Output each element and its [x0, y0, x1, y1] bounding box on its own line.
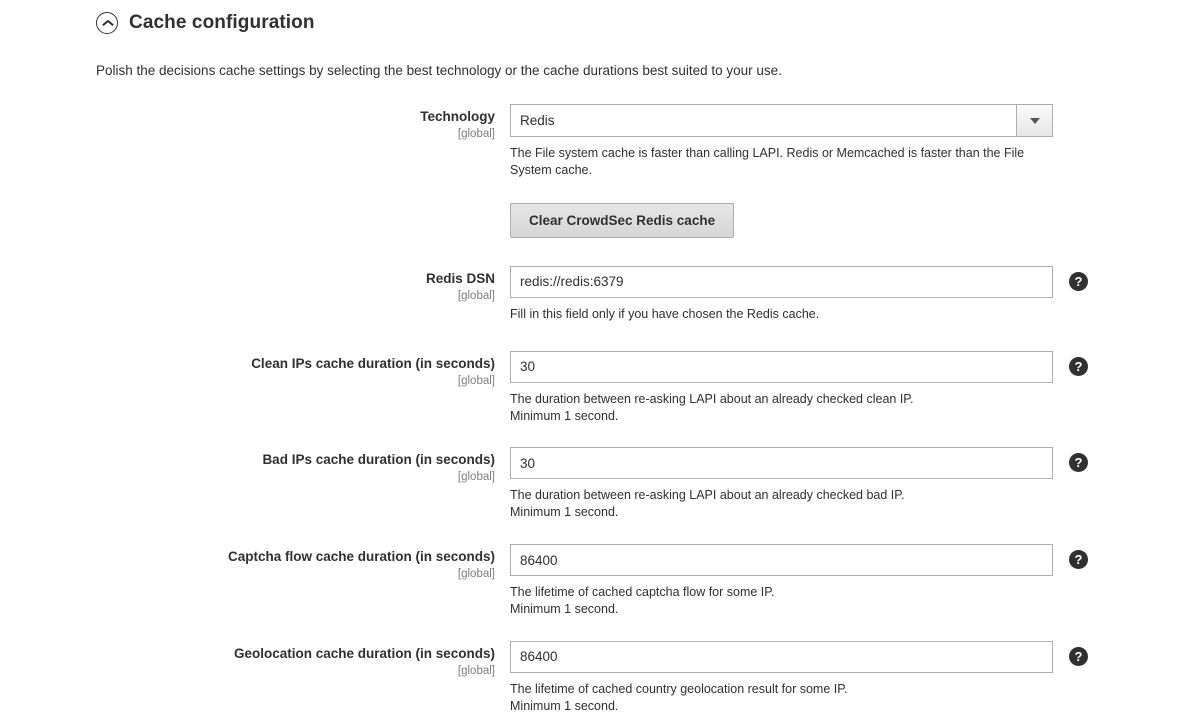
field-row-redis-dsn	[0, 266, 1200, 323]
field-label-clean-ips-cache-duration	[0, 351, 510, 387]
field-control-captcha-flow-cache-duration	[510, 544, 1200, 618]
geolocation-cache-duration-input[interactable]	[510, 641, 1053, 673]
field-row-captcha-flow-cache-duration	[0, 544, 1200, 618]
field-control-bad-ips-cache-duration	[510, 447, 1200, 521]
label-scope: [global]	[457, 374, 495, 387]
chevron-down-icon[interactable]	[1016, 105, 1052, 136]
help-icon[interactable]: ?	[1069, 272, 1088, 291]
label-scope: [global]	[457, 127, 495, 140]
field-label-geolocation-cache-duration	[0, 641, 510, 677]
label-scope: [global]	[457, 471, 495, 484]
technology-select[interactable]	[510, 104, 1053, 137]
field-label-bad-ips-cache-duration	[0, 447, 510, 483]
clear-crowdsec-redis-cache-button[interactable]: Clear CrowdSec Redis cache	[510, 203, 734, 238]
label-text: Redis DSN	[425, 270, 495, 286]
captcha-flow-cache-duration-input[interactable]	[510, 544, 1053, 576]
label-text: Clean IPs cache duration (in seconds)	[251, 355, 495, 371]
captcha-flow-hint	[510, 584, 1055, 618]
clean-ips-cache-duration-input[interactable]	[510, 351, 1053, 383]
technology-select-wrap	[510, 104, 1053, 137]
hint-line-1: The File system cache is faster than calling LAPI. Redis or Memcached is faster than the File	[510, 146, 1025, 160]
field-row-clean-ips-cache-duration	[0, 351, 1200, 425]
hint-line-1: The lifetime of cached country geolocation result for some IP.	[510, 681, 848, 696]
field-control-geolocation-cache-duration	[510, 641, 1200, 715]
hint-line-1: The duration between re-asking LAPI about an already checked bad IP.	[510, 488, 905, 503]
help-icon[interactable]: ?	[1069, 647, 1088, 666]
field-row-geolocation-cache-duration	[0, 641, 1200, 715]
hint-line-2: Minimum 1 second.	[510, 505, 619, 520]
cache-configuration-form	[0, 104, 1200, 715]
field-label-captcha-flow-cache-duration	[0, 544, 510, 580]
hint-line-2: System cache.	[510, 162, 592, 177]
hint-line-2: Minimum 1 second.	[510, 408, 619, 423]
hint-line-1: The duration between re-asking LAPI about an already checked clean IP.	[510, 391, 914, 406]
section-header	[0, 0, 1200, 34]
field-label-technology	[0, 104, 510, 140]
section-description: Polish the decisions cache settings by selecting the best technology or the cache durations best suited to your use.	[96, 63, 782, 78]
technology-hint	[510, 145, 1055, 179]
geolocation-hint	[510, 681, 1055, 715]
label-scope: [global]	[457, 289, 495, 302]
hint-line-2: Minimum 1 second.	[510, 602, 619, 616]
field-label-redis-dsn	[0, 266, 510, 302]
field-row-technology	[0, 104, 1200, 238]
label-text: Geolocation cache duration (in seconds)	[233, 645, 495, 661]
hint-line-2: Minimum 1 second.	[510, 698, 619, 713]
help-icon[interactable]: ?	[1069, 453, 1088, 472]
label-scope: [global]	[457, 664, 495, 677]
help-icon[interactable]: ?	[1069, 550, 1088, 569]
field-control-clean-ips-cache-duration	[510, 351, 1200, 425]
clean-ips-hint	[510, 391, 1055, 425]
page-title: Cache configuration	[129, 12, 315, 33]
hint-line-1: Fill in this field only if you have chosen the Redis cache.	[510, 306, 820, 321]
label-text: Bad IPs cache duration (in seconds)	[262, 452, 495, 468]
redis-dsn-input[interactable]	[510, 266, 1053, 298]
help-icon[interactable]: ?	[1069, 357, 1088, 376]
label-scope: [global]	[457, 568, 495, 580]
field-control-redis-dsn	[510, 266, 1200, 323]
bad-ips-hint	[510, 487, 1055, 521]
label-text: Technology	[420, 109, 495, 124]
field-row-bad-ips-cache-duration	[0, 447, 1200, 521]
field-control-technology	[510, 104, 1200, 238]
label-text: Captcha flow cache duration (in seconds)	[227, 549, 495, 565]
bad-ips-cache-duration-input[interactable]	[510, 447, 1053, 479]
hint-line-1: The lifetime of cached captcha flow for some IP.	[510, 585, 775, 600]
redis-dsn-hint	[510, 306, 1055, 323]
chevron-up-circle-icon[interactable]	[96, 12, 118, 34]
